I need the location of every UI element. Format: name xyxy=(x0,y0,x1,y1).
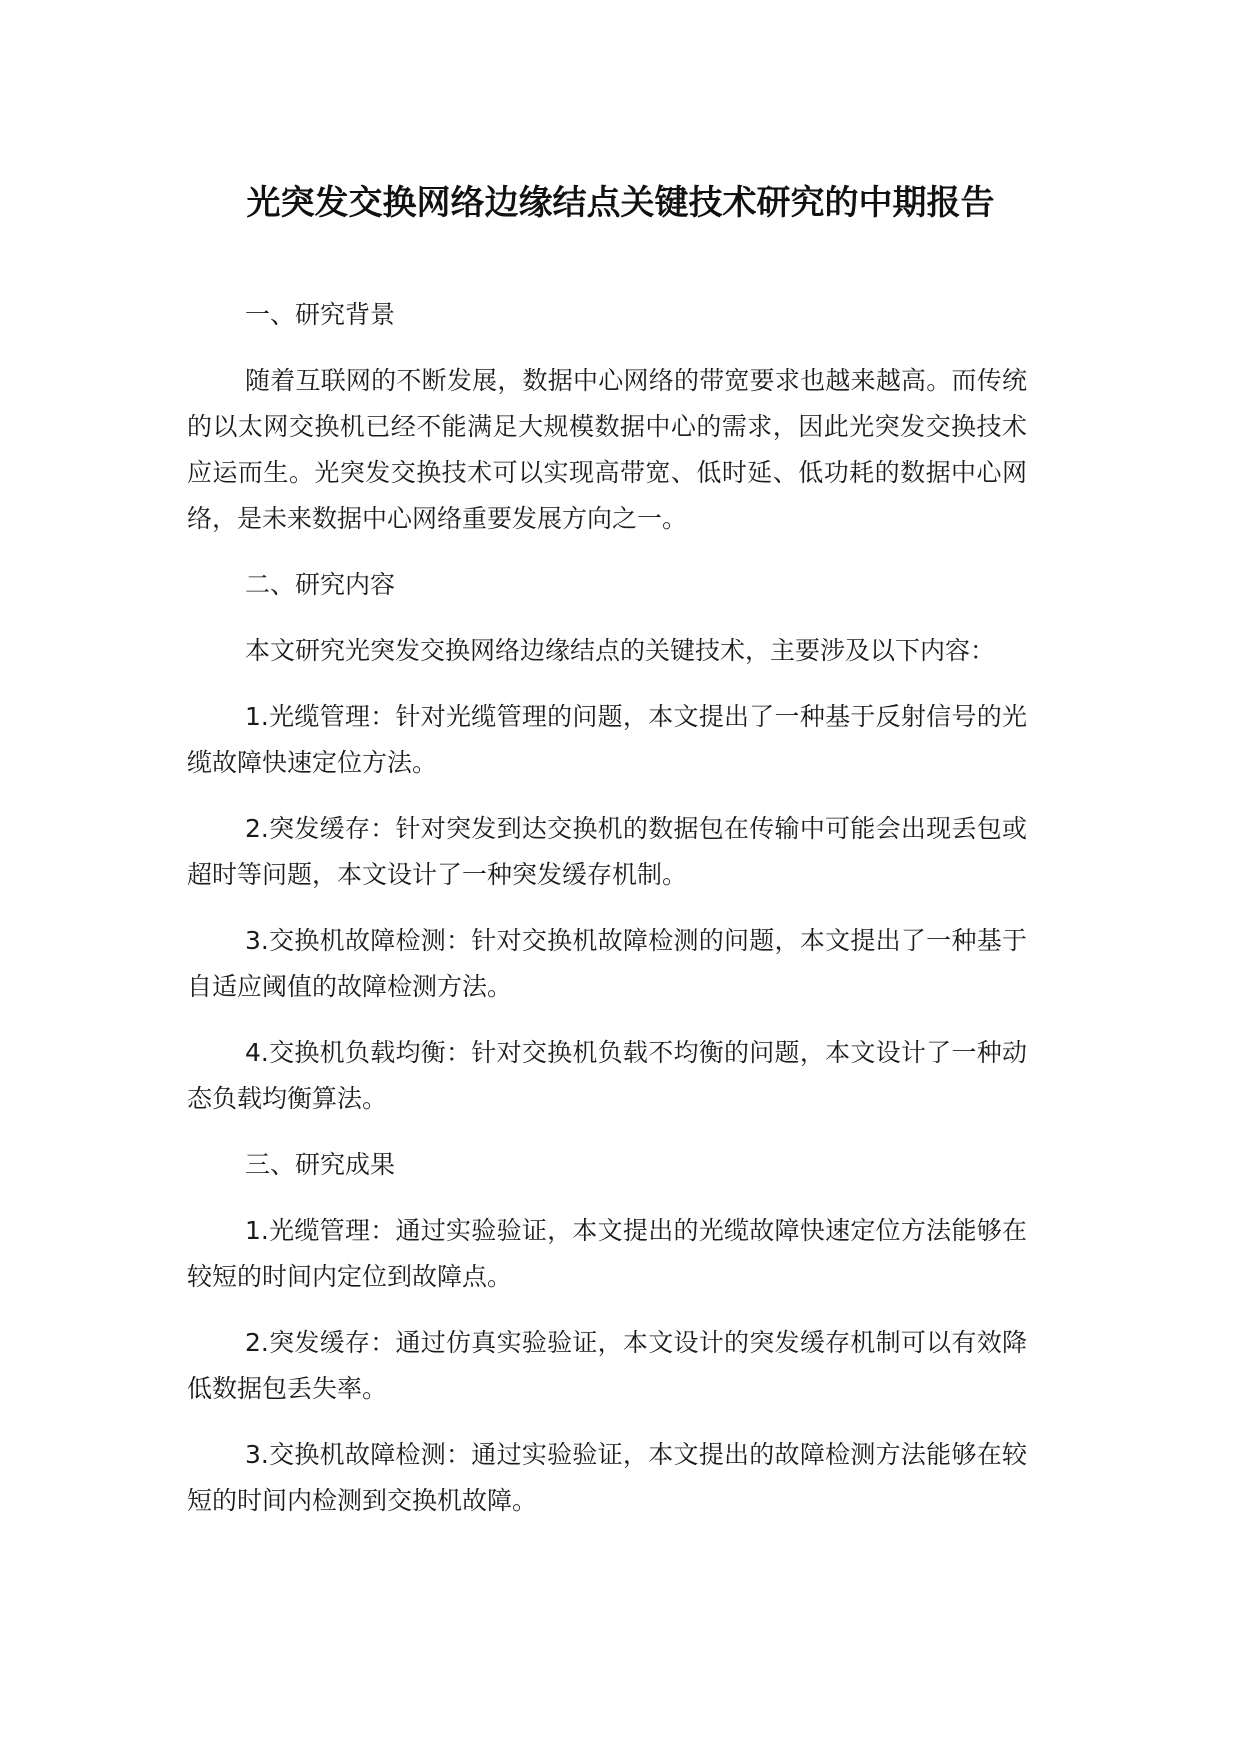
result-item-burst-buffer: 2.突发缓存：通过仿真实验验证，本文设计的突发缓存机制可以有效降低数据包丢失率。 xyxy=(187,1328,1027,1403)
content-item-cable-management: 1.光缆管理：针对光缆管理的问题，本文提出了一种基于反射信号的光缆故障快速定位方法。 xyxy=(187,702,1027,777)
content-item-burst-buffer: 2.突发缓存：针对突发到达交换机的数据包在传输中可能会出现丢包或超时等问题，本文设计了一种突发缓存机制。 xyxy=(187,814,1027,889)
result-item-fault-detection: 3.交换机故障检测：通过实验验证，本文提出的故障检测方法能够在较短的时间内检测到交换机故障。 xyxy=(187,1440,1027,1515)
document-body xyxy=(187,292,1027,1544)
document-title: 光突发交换网络边缘结点关键技术研究的中期报告 xyxy=(246,183,995,223)
section-heading-background: 一、研究背景 xyxy=(245,300,396,329)
content-item-fault-detection: 3.交换机故障检测：针对交换机故障检测的问题，本文提出了一种基于自适应阈值的故障检测方法。 xyxy=(187,926,1027,1001)
section-heading-content: 二、研究内容 xyxy=(245,570,396,599)
content-item-load-balancing: 4.交换机负载均衡：针对交换机负载不均衡的问题，本文设计了一种动态负载均衡算法。 xyxy=(187,1038,1027,1113)
content-intro-paragraph: 本文研究光突发交换网络边缘结点的关键技术，主要涉及以下内容： xyxy=(245,636,996,665)
background-paragraph: 随着互联网的不断发展，数据中心网络的带宽要求也越来越高。而传统的以太网交换机已经不能满足大规模数据中心的需求，因此光突发交换技术应运而生。光突发交换技术可以实现高带宽、低时延、低功耗的数据中心网络，是未来数据中心网络重要发展方向之一。 xyxy=(187,366,1027,533)
section-heading-results: 三、研究成果 xyxy=(245,1150,396,1179)
result-item-cable-management: 1.光缆管理：通过实验验证，本文提出的光缆故障快速定位方法能够在较短的时间内定位到故障点。 xyxy=(187,1216,1027,1291)
